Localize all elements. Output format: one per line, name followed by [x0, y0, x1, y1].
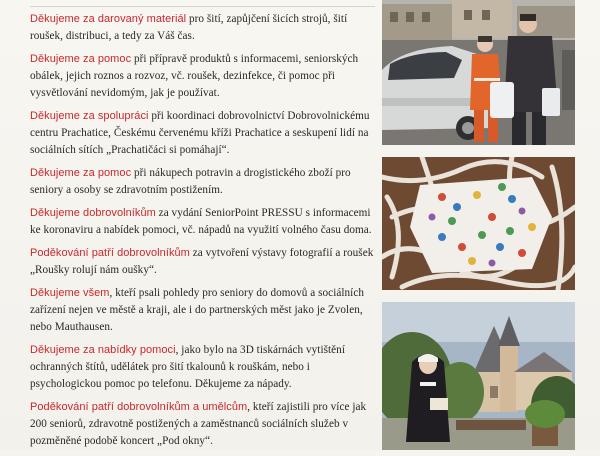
paragraph-lead: Děkujeme dobrovolníkům: [30, 207, 156, 219]
paragraph: [30, 245, 375, 279]
paragraph-text: při nákupech potravin a drogistického zboží pro seniory a osoby se zdravotním postižením.: [30, 167, 351, 196]
paragraph-lead: Děkujeme za darovaný materiál: [30, 13, 187, 25]
paragraph: [30, 11, 375, 45]
paragraph: [30, 51, 375, 102]
paragraph-lead: Děkujeme za spolupráci: [30, 110, 149, 122]
paragraph: [30, 399, 375, 450]
paragraph-lead: Poděkování patří dobrovolníkům: [30, 247, 190, 259]
photo-nun-outdoors-image: [382, 302, 575, 450]
paragraph-lead: Poděkování patří dobrovolníkům a umělcům: [30, 401, 248, 413]
text-column: [30, 0, 375, 456]
paragraph-lead: Děkujeme za pomoc: [30, 167, 132, 179]
paragraph-lead: Děkujeme všem: [30, 287, 110, 299]
paragraph: [30, 285, 375, 336]
paragraph-text: za vytvoření výstavy fotografií a roušek „Roušky rolují nám oušky“.: [30, 247, 374, 276]
paragraph-text: pro šití, zapůjčení šicích strojů, šití roušek, distribuci, a tedy za Váš čas.: [30, 13, 348, 42]
paragraph-text: , kteří zajistili pro více jak 200 seniorů, zdravotně postižených a zaměstnanců sociálních služeb v pozměněné podobě koncert „Pod okny“.: [30, 401, 367, 447]
photo-fabric-masks-image: [382, 157, 575, 290]
paragraph-lead: Děkujeme za pomoc: [30, 53, 132, 65]
paragraph-text: při přípravě produktů s informacemi, seniorských obálek, jejich roznos a rozvoz, vč. roušek, dezinfekce, či pomoc při vysvětlování nevidomým, jak je používat.: [30, 53, 359, 99]
cropped-top-line: [30, 0, 375, 7]
paragraph: [30, 165, 375, 199]
paragraph-lead: Děkujeme za nabídky pomoci: [30, 344, 176, 356]
photo-volunteers-at-car-image: [382, 0, 575, 145]
photo-fabric-masks: [382, 157, 575, 290]
paragraph-text: , kteří psali pohledy pro seniory do domovů a sociálních zařízení nejen ve městě a kraji, ale i do partnerských měst jako je Zvolen, nebo Mauthausen.: [30, 287, 364, 333]
photo-volunteers-at-car: [382, 0, 575, 145]
photo-nun-outdoors: [382, 302, 575, 450]
paragraph: [30, 108, 375, 159]
paragraph: [30, 342, 375, 393]
paragraph-text: , jako bylo na 3D tiskárnách vytištění ochranných štítů, udělátek pro šití tkalounů k rouškám, nebo i psychologickou pomoc po telefonu. Děkujeme za nápady.: [30, 344, 345, 390]
paragraph-text: při koordinaci dobrovolnictví Dobrovolnickému centru Prachatice, Českému červenému kříži Prachatice a seskupení lidí na sociálních sítích „Prachatičáci si pomáhají“.: [30, 110, 370, 156]
paragraph: [30, 205, 375, 239]
paragraph-text: za vydání SeniorPoint PRESSU s informacemi ke koronaviru a nabídek pomoci, vč. nápadů na využití volného času doma.: [30, 207, 372, 236]
